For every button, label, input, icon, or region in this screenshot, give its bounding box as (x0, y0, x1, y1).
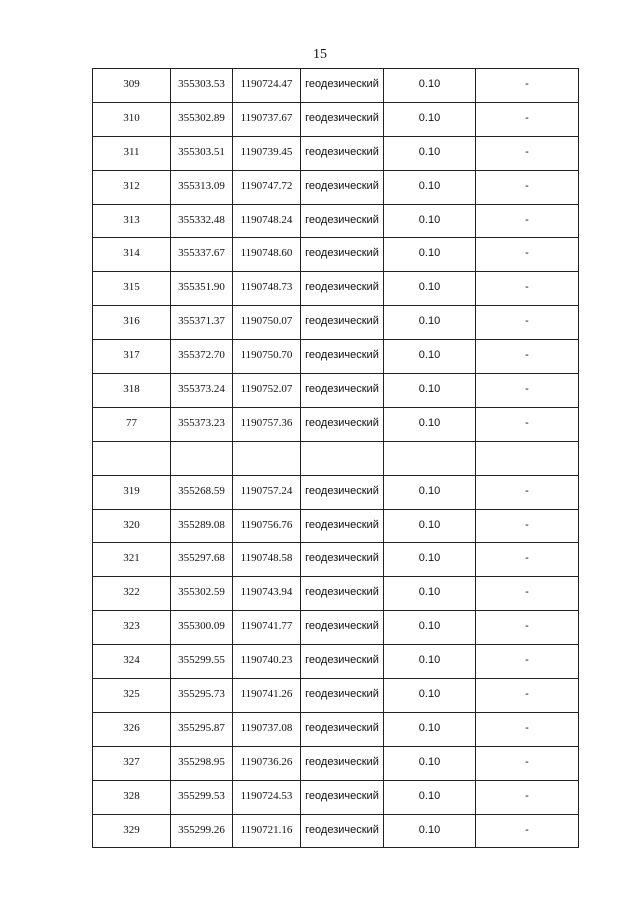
table-row (93, 69, 579, 103)
table-row (93, 577, 579, 611)
method-cell (301, 441, 384, 475)
precision-cell: 0.10 (384, 136, 476, 170)
x-coordinate-cell: 355351.90 (171, 272, 233, 306)
point-number-cell: 318 (93, 374, 171, 408)
coordinates-table-body (93, 69, 579, 848)
x-coordinate-cell (171, 441, 233, 475)
point-number-cell: 313 (93, 204, 171, 238)
page-number: 15 (313, 47, 327, 62)
table-row (93, 374, 579, 408)
method-cell: геодезический (301, 204, 384, 238)
y-coordinate-cell: 1190750.70 (233, 340, 301, 374)
point-number-cell: 319 (93, 475, 171, 509)
table-row (93, 780, 579, 814)
y-coordinate-cell: 1190752.07 (233, 374, 301, 408)
method-cell: геодезический (301, 374, 384, 408)
table-row (93, 136, 579, 170)
x-coordinate-cell: 355313.09 (171, 170, 233, 204)
point-number-cell: 314 (93, 238, 171, 272)
table-row (93, 170, 579, 204)
precision-cell: 0.10 (384, 814, 476, 848)
point-number-cell: 321 (93, 543, 171, 577)
x-coordinate-cell: 355297.68 (171, 543, 233, 577)
coordinates-table (92, 68, 579, 848)
method-cell: геодезический (301, 543, 384, 577)
method-cell: геодезический (301, 475, 384, 509)
precision-cell: 0.10 (384, 238, 476, 272)
precision-cell: 0.10 (384, 543, 476, 577)
precision-cell: 0.10 (384, 746, 476, 780)
precision-cell: 0.10 (384, 69, 476, 103)
point-number-cell: 312 (93, 170, 171, 204)
y-coordinate-cell: 1190748.58 (233, 543, 301, 577)
point-number-cell: 324 (93, 645, 171, 679)
description-cell (476, 441, 579, 475)
y-coordinate-cell: 1190748.24 (233, 204, 301, 238)
description-cell: - (476, 204, 579, 238)
point-number-cell: 326 (93, 712, 171, 746)
y-coordinate-cell: 1190721.16 (233, 814, 301, 848)
description-cell: - (476, 407, 579, 441)
x-coordinate-cell: 355268.59 (171, 475, 233, 509)
x-coordinate-cell: 355302.59 (171, 577, 233, 611)
precision-cell: 0.10 (384, 170, 476, 204)
description-cell: - (476, 272, 579, 306)
description-cell: - (476, 306, 579, 340)
description-cell: - (476, 746, 579, 780)
point-number-cell: 310 (93, 102, 171, 136)
table-row (93, 746, 579, 780)
y-coordinate-cell: 1190741.77 (233, 611, 301, 645)
precision-cell: 0.10 (384, 407, 476, 441)
precision-cell (384, 441, 476, 475)
table-row (93, 102, 579, 136)
table-row (93, 645, 579, 679)
method-cell: геодезический (301, 136, 384, 170)
table-row (93, 306, 579, 340)
table-row (93, 238, 579, 272)
description-cell: - (476, 102, 579, 136)
method-cell: геодезический (301, 780, 384, 814)
y-coordinate-cell: 1190757.24 (233, 475, 301, 509)
description-cell: - (476, 170, 579, 204)
y-coordinate-cell: 1190737.67 (233, 102, 301, 136)
method-cell: геодезический (301, 712, 384, 746)
method-cell: геодезический (301, 69, 384, 103)
description-cell: - (476, 136, 579, 170)
precision-cell: 0.10 (384, 102, 476, 136)
description-cell: - (476, 374, 579, 408)
point-number-cell: 315 (93, 272, 171, 306)
table-row (93, 407, 579, 441)
x-coordinate-cell: 355299.26 (171, 814, 233, 848)
y-coordinate-cell: 1190757.36 (233, 407, 301, 441)
description-cell: - (476, 238, 579, 272)
point-number-cell: 77 (93, 407, 171, 441)
y-coordinate-cell: 1190750.07 (233, 306, 301, 340)
table-row (93, 712, 579, 746)
table-row (93, 272, 579, 306)
table-row (93, 340, 579, 374)
method-cell: геодезический (301, 746, 384, 780)
method-cell: геодезический (301, 102, 384, 136)
table-row (93, 814, 579, 848)
y-coordinate-cell: 1190748.60 (233, 238, 301, 272)
x-coordinate-cell: 355299.55 (171, 645, 233, 679)
precision-cell: 0.10 (384, 204, 476, 238)
y-coordinate-cell: 1190741.26 (233, 679, 301, 713)
description-cell: - (476, 712, 579, 746)
method-cell: геодезический (301, 238, 384, 272)
description-cell: - (476, 645, 579, 679)
point-number-cell: 327 (93, 746, 171, 780)
x-coordinate-cell: 355372.70 (171, 340, 233, 374)
table-row (93, 509, 579, 543)
method-cell: геодезический (301, 170, 384, 204)
precision-cell: 0.10 (384, 306, 476, 340)
description-cell: - (476, 679, 579, 713)
description-cell: - (476, 509, 579, 543)
method-cell: геодезический (301, 611, 384, 645)
method-cell: геодезический (301, 645, 384, 679)
x-coordinate-cell: 355295.87 (171, 712, 233, 746)
point-number-cell: 328 (93, 780, 171, 814)
precision-cell: 0.10 (384, 679, 476, 713)
table-row (93, 204, 579, 238)
description-cell: - (476, 814, 579, 848)
y-coordinate-cell: 1190747.72 (233, 170, 301, 204)
y-coordinate-cell: 1190740.23 (233, 645, 301, 679)
x-coordinate-cell: 355299.53 (171, 780, 233, 814)
point-number-cell: 311 (93, 136, 171, 170)
precision-cell: 0.10 (384, 374, 476, 408)
precision-cell: 0.10 (384, 475, 476, 509)
point-number-cell: 320 (93, 509, 171, 543)
precision-cell: 0.10 (384, 340, 476, 374)
y-coordinate-cell (233, 441, 301, 475)
method-cell: геодезический (301, 306, 384, 340)
method-cell: геодезический (301, 272, 384, 306)
description-cell: - (476, 780, 579, 814)
y-coordinate-cell: 1190743.94 (233, 577, 301, 611)
y-coordinate-cell: 1190748.73 (233, 272, 301, 306)
description-cell: - (476, 543, 579, 577)
y-coordinate-cell: 1190737.08 (233, 712, 301, 746)
y-coordinate-cell: 1190724.47 (233, 69, 301, 103)
precision-cell: 0.10 (384, 645, 476, 679)
y-coordinate-cell: 1190736.26 (233, 746, 301, 780)
method-cell: геодезический (301, 340, 384, 374)
x-coordinate-cell: 355303.51 (171, 136, 233, 170)
y-coordinate-cell: 1190724.53 (233, 780, 301, 814)
precision-cell: 0.10 (384, 272, 476, 306)
x-coordinate-cell: 355298.95 (171, 746, 233, 780)
precision-cell: 0.10 (384, 509, 476, 543)
y-coordinate-cell: 1190756.76 (233, 509, 301, 543)
point-number-cell: 316 (93, 306, 171, 340)
x-coordinate-cell: 355295.73 (171, 679, 233, 713)
table-row (93, 611, 579, 645)
method-cell: геодезический (301, 814, 384, 848)
description-cell: - (476, 611, 579, 645)
x-coordinate-cell: 355303.53 (171, 69, 233, 103)
point-number-cell: 325 (93, 679, 171, 713)
table-row (93, 679, 579, 713)
y-coordinate-cell: 1190739.45 (233, 136, 301, 170)
x-coordinate-cell: 355302.89 (171, 102, 233, 136)
x-coordinate-cell: 355337.67 (171, 238, 233, 272)
description-cell: - (476, 577, 579, 611)
point-number-cell: 309 (93, 69, 171, 103)
precision-cell: 0.10 (384, 611, 476, 645)
point-number-cell: 323 (93, 611, 171, 645)
description-cell: - (476, 475, 579, 509)
method-cell: геодезический (301, 509, 384, 543)
x-coordinate-cell: 355373.24 (171, 374, 233, 408)
x-coordinate-cell: 355300.09 (171, 611, 233, 645)
method-cell: геодезический (301, 577, 384, 611)
point-number-cell: 317 (93, 340, 171, 374)
x-coordinate-cell: 355289.08 (171, 509, 233, 543)
x-coordinate-cell: 355373.23 (171, 407, 233, 441)
method-cell: геодезический (301, 407, 384, 441)
precision-cell: 0.10 (384, 712, 476, 746)
description-cell: - (476, 340, 579, 374)
precision-cell: 0.10 (384, 577, 476, 611)
table-row (93, 475, 579, 509)
point-number-cell: 322 (93, 577, 171, 611)
x-coordinate-cell: 355332.48 (171, 204, 233, 238)
table-row (93, 441, 579, 475)
table-row (93, 543, 579, 577)
x-coordinate-cell: 355371.37 (171, 306, 233, 340)
description-cell: - (476, 69, 579, 103)
point-number-cell (93, 441, 171, 475)
point-number-cell: 329 (93, 814, 171, 848)
method-cell: геодезический (301, 679, 384, 713)
precision-cell: 0.10 (384, 780, 476, 814)
